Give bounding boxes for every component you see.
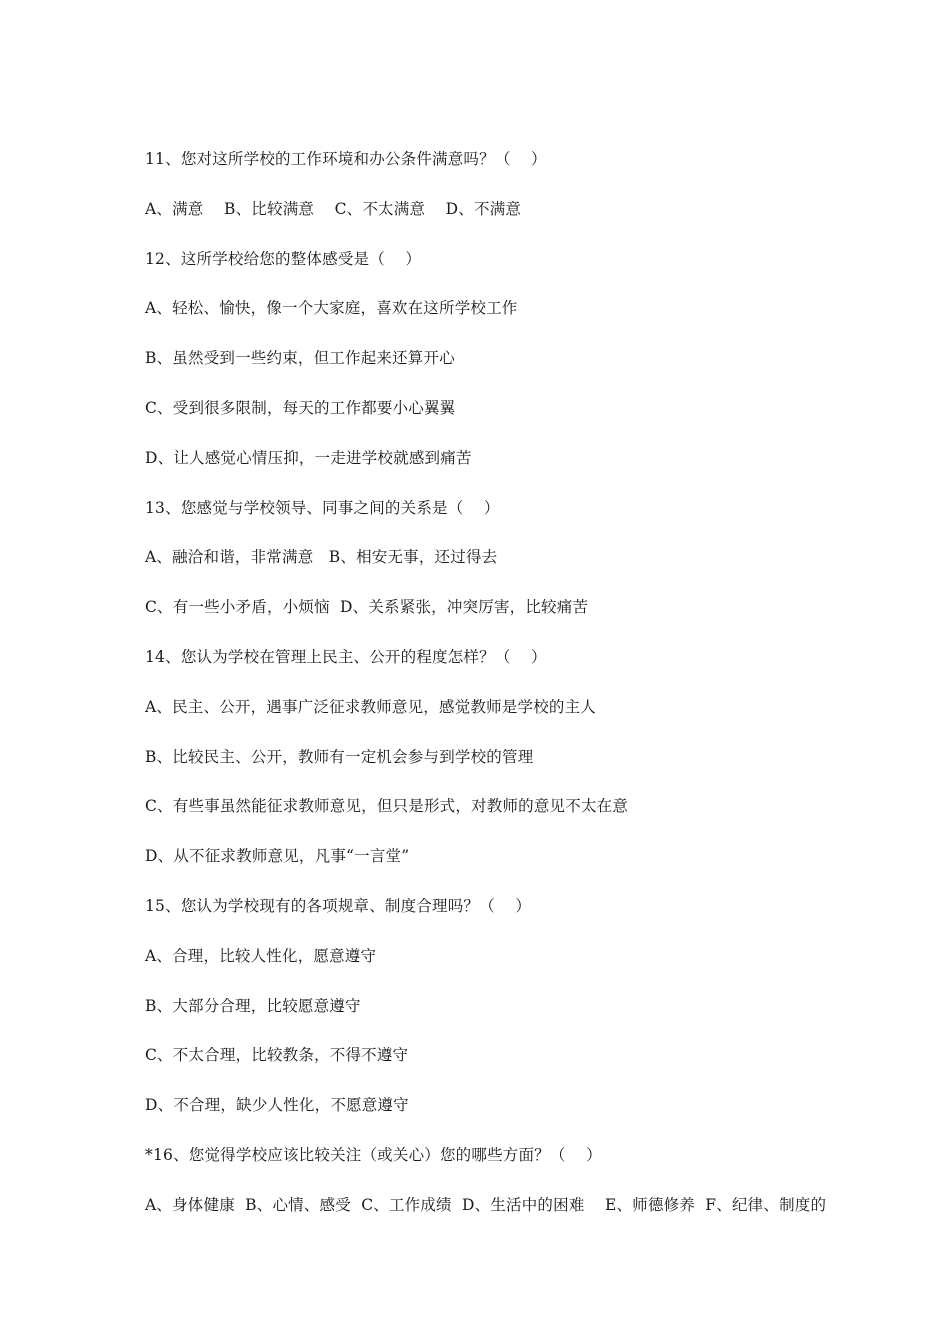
question-13-options-cd: C、有一些小矛盾，小烦恼 D、关系紧张，冲突厉害，比较痛苦	[145, 598, 589, 617]
questionnaire-body	[145, 146, 825, 1242]
question-15: 15、您认为学校现有的各项规章、制度合理吗？（ ）	[145, 896, 532, 915]
question-13: 13、您感觉与学校领导、同事之间的关系是（ ）	[145, 498, 500, 517]
question-15-option-c: C、不太合理，比较教条，不得不遵守	[145, 1046, 409, 1065]
question-14-option-c: C、有些事虽然能征求教师意见，但只是形式，对教师的意见不太在意	[145, 797, 629, 816]
question-15-option-d: D、不合理，缺少人性化，不愿意遵守	[145, 1096, 409, 1115]
question-11-options: A、满意 B、比较满意 C、不太满意 D、不满意	[145, 199, 522, 218]
question-14-option-b: B、比较民主、公开，教师有一定机会参与到学校的管理	[145, 747, 534, 766]
question-12-option-b: B、虽然受到一些约束，但工作起来还算开心	[145, 349, 455, 368]
question-12-option-a: A、轻松、愉快，像一个大家庭，喜欢在这所学校工作	[145, 299, 518, 318]
question-14: 14、您认为学校在管理上民主、公开的程度怎样？（ ）	[145, 647, 547, 666]
question-13-options-ab: A、融洽和谐，非常满意 B、相安无事，还过得去	[145, 548, 498, 567]
question-12-option-c: C、受到很多限制，每天的工作都要小心翼翼	[145, 398, 456, 417]
question-14-option-a: A、民主、公开，遇事广泛征求教师意见，感觉教师是学校的主人	[145, 697, 596, 716]
question-12-option-d: D、让人感觉心情压抑，一走进学校就感到痛苦	[145, 448, 472, 467]
question-14-option-d: D、从不征求教师意见，凡事“一言堂”	[145, 847, 410, 866]
question-15-option-a: A、合理，比较人性化，愿意遵守	[145, 946, 377, 965]
question-15-option-b: B、大部分合理，比较愿意遵守	[145, 996, 361, 1015]
question-16-options: A、身体健康 B、心情、感受 C、工作成绩 D、生活中的困难 E、师德修养 F、纪律、制度的	[145, 1195, 827, 1214]
question-11: 11、您对这所学校的工作环境和办公条件满意吗？（ ）	[145, 150, 547, 168]
question-12: 12、这所学校给您的整体感受是（ ）	[145, 249, 422, 268]
question-16: *16、您觉得学校应该比较关注（或关心）您的哪些方面？（ ）	[145, 1145, 602, 1164]
